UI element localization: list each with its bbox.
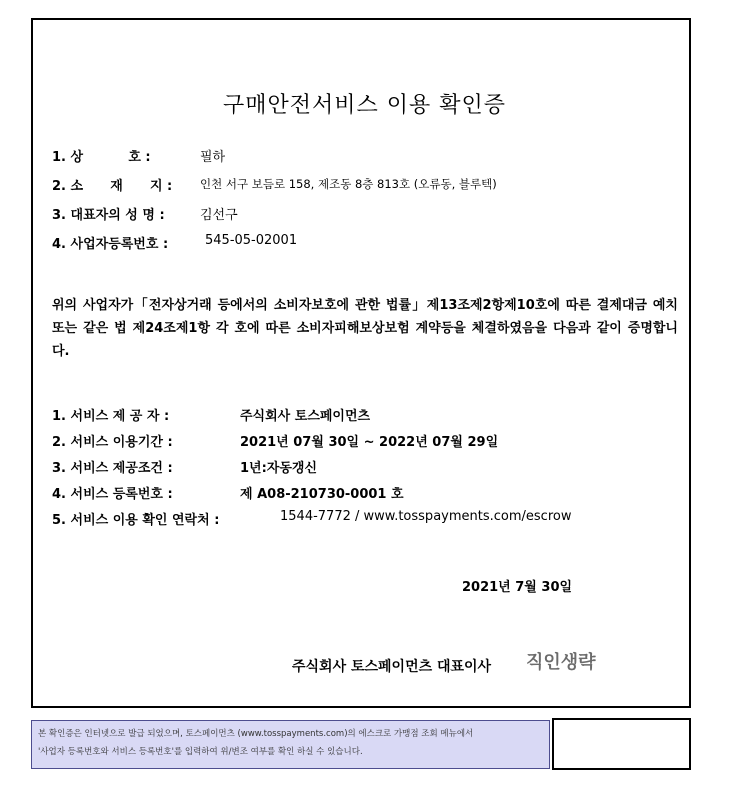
notice-line-1: 본 확인증은 인터넷으로 발급 되었으며, 토스페이먼츠 (www.tosspayments.com)의 에스크로 가맹점 조회 메뉴에서 [38,729,474,739]
service-value-condition: 1년:자동갱신 [240,461,318,476]
seal-omitted-text: 직인생략 [526,652,596,673]
business-value-name: 필하 [200,150,226,165]
business-label-name: 1. 상 호 : [52,150,151,165]
blank-box [552,718,691,770]
certification-statement: 위의 사업자가「전자상거래 등에서의 소비자보호에 관한 법률」제13조제2항제10호에 따른 결제대금 예치 또는 같은 법 제24조제1항 각 호에 따른 소비자피해보상보험 계약등을 체결하였음을 다음과 같이 증명합니다. [52,298,678,359]
service-value-registration: 제 A08-210730-0001 호 [240,487,404,502]
service-label-contact: 5. 서비스 이용 확인 연락처 : [52,513,220,528]
issue-date: 2021년 7월 30일 [462,580,573,595]
service-label-registration: 4. 서비스 등록번호 : [52,487,173,502]
service-value-period: 2021년 07월 30일 ~ 2022년 07월 29일 [240,435,499,450]
issuer-signature: 주식회사 토스페이먼츠 대표이사 [292,659,492,675]
business-label-registration: 4. 사업자등록번호 : [52,237,169,252]
service-value-provider: 주식회사 토스페이먼츠 [240,409,371,424]
business-value-representative: 김선구 [200,208,238,223]
business-value-address: 인천 서구 보듬로 158, 제조동 8층 813호 (오류동, 블루텍) [200,177,497,191]
certificate-title: 구매안전서비스 이용 확인증 [222,93,506,118]
verification-notice [31,720,550,769]
service-label-condition: 3. 서비스 제공조건 : [52,461,173,476]
service-label-provider: 1. 서비스 제 공 자 : [52,409,170,424]
service-value-contact: 1544-7772 / www.tosspayments.com/escrow [280,509,572,524]
business-label-address: 2. 소 재 지 : [52,179,173,194]
certificate-frame [31,18,691,708]
business-value-registration: 545-05-02001 [205,233,298,248]
service-label-period: 2. 서비스 이용기간 : [52,435,173,450]
notice-line-2: '사업자 등록번호와 서비스 등록번호'를 입력하여 위/변조 여부를 확인 하실 수 있습니다. [38,747,363,757]
business-label-representative: 3. 대표자의 성 명 : [52,208,165,223]
